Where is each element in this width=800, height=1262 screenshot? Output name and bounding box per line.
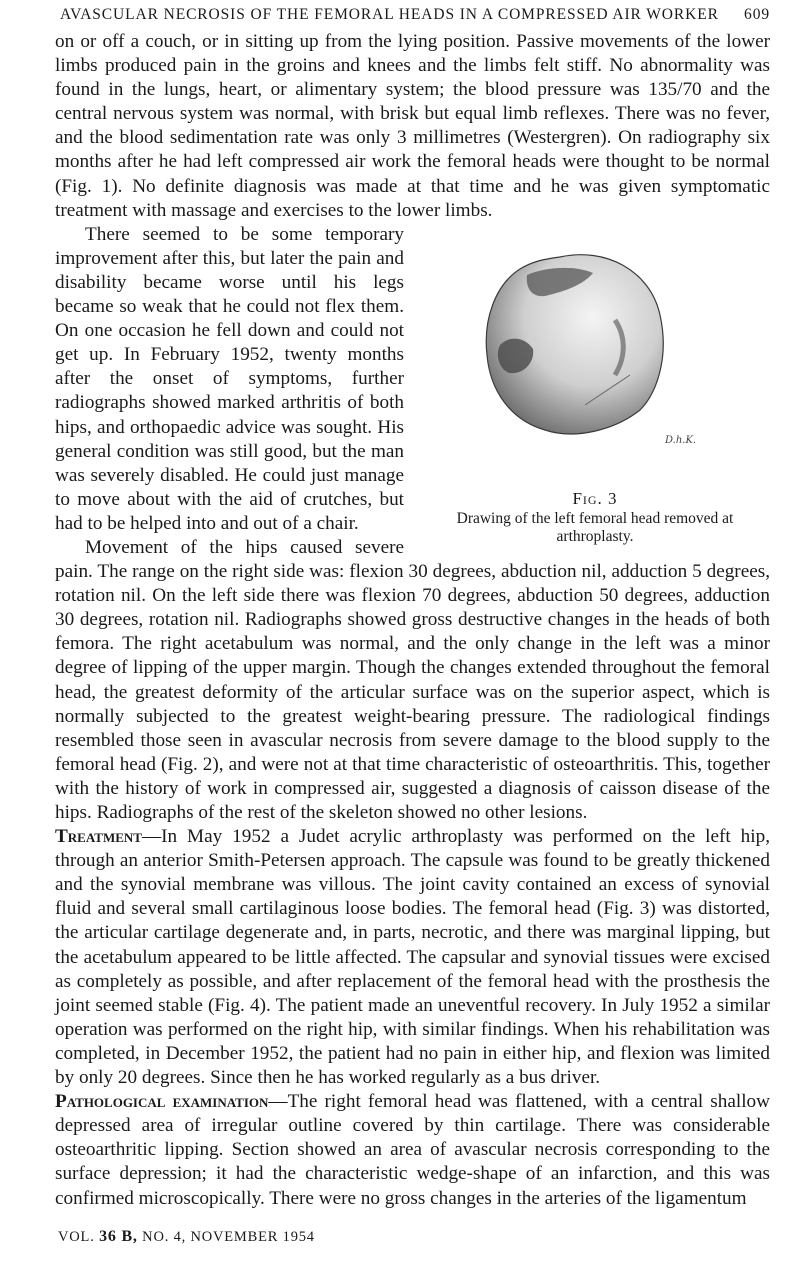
paragraph-pathology — [55, 1090, 770, 1210]
footer — [58, 1228, 315, 1246]
running-head-title: AVASCULAR NECROSIS OF THE FEMORAL HEADS IN A COMPRESSED AIR WORKER — [60, 6, 719, 23]
pathology-heading: Pathological examination — [55, 1091, 269, 1113]
treatment-text: —In May 1952 a Judet acrylic arthroplasty was performed on the left hip, through an anterior Smith-Petersen approach. The capsule was found to be greatly thickened and the synovial membrane was villous. The joint cavity contained an excess of synovial fluid and several small cartilaginous loose bodies. The femoral head (Fig. 3) was distorted, the articular cartilage degenerate and, in parts, necrotic, and there was marginal lipping, but the acetabulum appeared to be little affected. The capsular and synovial tissues were excised as completely as possible, and after replacement of the femoral head with the prosthesis the joint seemed stable (Fig. 4). The patient made an uneventful recovery. In July 1952 a similar operation was performed on the right hip, with similar findings. When his rehabilitation was completed, in December 1952, the patient had no pain in either hip, and flexion was limited by only 20 degrees. Since then he has worked regularly as a bus driver. — [55, 826, 770, 1089]
artist-signature: D.h.K. — [665, 434, 697, 446]
treatment-heading: Treatment — [55, 826, 142, 848]
paragraph-treatment — [55, 825, 770, 1090]
paragraph-1: on or off a couch, or in sitting up from the lying position. Passive movements of the lower limbs produced pain in the groins and knees and the limbs felt stiff. No abnormality was found in the lungs, heart, or alimentary system; the blood pressure was 135/70 and the central nervous system was normal, with brisk but equal limb reflexes. There was no fever, and the blood sedimentation rate was only 3 millimetres (Westergren). On radiography six months after he had left compressed air work the femoral heads were thought to be normal (Fig. 1). No definite diagnosis was made at that time and he was given symptomatic treatment with massage and exercises to the lower limbs. — [55, 31, 770, 221]
figure-label: Fig. 3 — [572, 488, 618, 508]
paragraph-2: There seemed to be some temporary improvement after this, but later the pain and disability became worse until his legs became so weak that he could not flex them. On one occasion he fell down and could not get up. In February 1952, twenty months after the onset of symptoms, further radiographs showed marked arthritis of both hips, and orthopaedic advice was sought. His general condition was still good, but the man was severely disabled. He could just manage to move about with the aid of crutches, but had to be helped into and out of a chair. — [55, 223, 404, 534]
footer-vol-prefix: VOL. — [58, 1229, 95, 1245]
femoral-head-drawing — [465, 225, 697, 475]
pathology-text: —The right femoral head was flattened, with a central shallow depressed area of irregular outline covered by thin cartilage. There was considerable osteoarthritic lipping. Section showed an area of avascular necrosis corresponding to the surface depression; it had the characteristic wedge-shape of an infarction, and this was confirmed microscopically. There were no gross changes in the arteries of the ligamentum — [55, 1091, 770, 1209]
footer-issue: NO. 4, NOVEMBER 1954 — [142, 1229, 315, 1245]
figure-3 — [420, 225, 770, 560]
footer-volume: 36 B, — [99, 1228, 138, 1245]
page-number: 609 — [744, 6, 770, 23]
article-body — [55, 30, 770, 1211]
paragraph-3: Movement of the hips caused severe pain. The range on the right side was: flexion 30 degrees, abduction nil, adduction 5 degrees, rotation nil. On the left side there was flexion 70 degrees, abduction 50 degrees, adduction 30 degrees, rotation nil. Radiographs showed gross destructive changes in the heads of both femora. The right acetabulum was normal, and the only change in the left was a minor degree of lipping of the upper margin. Though the changes extended throughout the femoral head, the greatest deformity of the articular surface was on the superior aspect, which is normally subjected to the greatest weight-bearing pressure. The radiological findings resembled those seen in avascular necrosis from severe damage to the blood supply to the femoral head (Fig. 2), and were not at that time characteristic of osteoarthritis. This, together with the history of work in compressed air, suggested a diagnosis of caisson disease of the hips. Radiographs of the rest of the skeleton showed no other lesions. — [55, 536, 770, 823]
figure-caption: Drawing of the left femoral head removed at arthroplasty. — [456, 509, 734, 545]
